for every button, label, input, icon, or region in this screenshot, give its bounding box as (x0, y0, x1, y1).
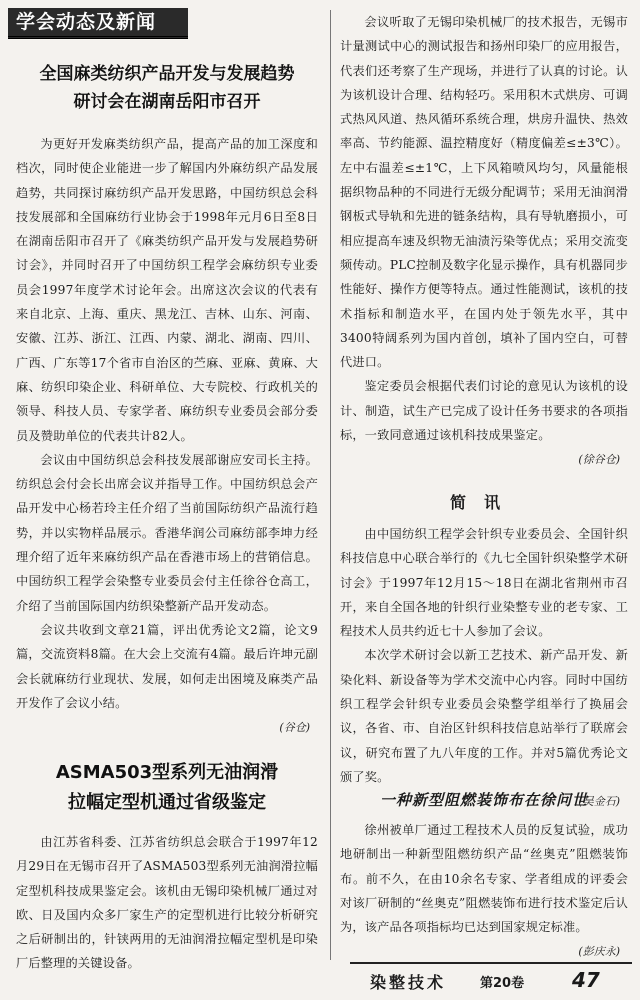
footer-page-number: 47 (572, 968, 600, 992)
news-brief-paragraph-2: 本次学术研讨会以新工艺技术、新产品开发、新染化料、新设备等为学术交流中心内容。同时中国纺织工程学会针织专业委员会染整学组举行了换届会议，各省、市、自治区针织科技信息站举行了联席会议，研究布置了九八年度的工作。并对5篇优秀论文颁了奖。 (340, 648, 628, 784)
news-brief-byline: ( 吴金石 ) (340, 793, 620, 809)
footer-rule (350, 962, 632, 964)
footer-issue: 第20卷 (480, 976, 525, 991)
column-divider (330, 10, 331, 960)
sidebar-paragraph: 徐州被单厂通过工程技术人员的反复试验，成功地研制出一种新型阻燃纺织产品“丝奥克”阻燃装饰布。前不久，在由10余名专家、学者组成的评委会对该厂研制的“丝奥克”阻燃装饰布进行技术鉴定后认为，该产品各项指标均已达到国家规定标准。 (340, 823, 628, 935)
article2-title (16, 758, 318, 818)
article2-paragraph-1: 由江苏省科委、江苏省纺织总会联合于1997年12月29日在无锡市召开了ASMA503型系列无油润滑拉幅定型机科技成果鉴定会。该机由无锡印染机械厂通过对欧、日及国内众多厂家生产的定型机进行比较分析研究之后研制出的，针铗两用的无油润滑拉幅定型机是印染厂后整理的关键设备。 (16, 835, 318, 971)
article1-title (16, 60, 318, 116)
section-header: 学会动态及新闻 (8, 8, 188, 39)
news-brief-heading: 简讯 (449, 493, 518, 512)
sidebar-title: 一种新型阻燃装饰布在徐问世 (379, 791, 588, 809)
news-brief-paragraph-1: 由中国纺织工程学会针织专业委员会、全国针织科技信息中心联合举行的《九七全国针织染整学术研讨会》于1997年12月15～18日在湖北省荆州市召开，来自全国各地的针织行业染整专业的老专家、工程技术人员共约近七十人参加了会议。 (340, 527, 628, 639)
sidebar-body (340, 818, 628, 959)
article1-paragraph-2: 会议由中国纺织总会科技发展部谢应安司长主持。纺织总会付会长出席会议并指导工作。中国纺织总会产品开发中心杨若玲主任介绍了当前国际纺织产品流行趋势，并以实物样品展示。香港华润公司麻纺部李坤力经理介绍了近年来麻纺织产品在香港市场上的营销信息。中国纺织工程学会染整专业委员会付主任徐谷仓高工，介绍了当前国际国内纺织染整新产品开发动态。 (16, 452, 318, 613)
article2-title-line1: ASMA503型系列无油润滑 (55, 762, 279, 783)
article1-title-line2: 研讨会在湖南岳阳市召开 (73, 92, 261, 112)
article1-paragraph-3: 会议共收到文章21篇，评出优秀论文2篇，论文9篇，交流资料8篇。在大会上交流有4篇。最后许坤元副会长就麻纺行业现状、发展，如何走出困境及麻类产品开发作了会议小结。 (16, 622, 318, 710)
article1-body (16, 132, 318, 735)
footer-journal-name: 染整技术 (370, 973, 447, 992)
article2-paragraph-2: 会议听取了无锡印染机械厂的技术报告，无锡市计量测试中心的测试报告和扬州印染厂的应用报告，代表们还考察了生产现场，并进行了认真的讨论。认为该机设计合理、结构轻巧。采用积木式烘房、可调式热风风道、热风循环系统合理，烘房升温快、热效率高、节约能源、温控精度好（精度偏差≤±3℃）。左中右温差≤±1℃，上下风箱喷风均匀，风量能根据织物品种的不同进行无级分配调节；采用无油润滑钢板式导轨和先进的链条结构，具有导轨磨损小，可相应提高车速及织物无油渍污染等优点；采用交流变频传动。PLC控制及数字化显示操作，具有机器同步性能好、操作方便等特点。通过性能测试，该机的技术指标和制造水平，在国内处于领先水平，其中3400特阔系列为国内首创，填补了国内空白，可替代进口。 (340, 15, 628, 370)
article2-body-left (16, 830, 318, 976)
page-footer (370, 968, 630, 994)
sidebar-byline: ( 彭庆永 ) (340, 943, 620, 959)
article1-paragraph-1: 为更好开发麻类纺织产品，提高产品的加工深度和档次，同时使企业能进一步了解国内外麻纺织产品发展趋势，共同探讨麻纺织产品开发思路，中国纺织总会科技发展部和全国麻纺行业协会于1998年元月6日至8日在湖南岳阳市召开了《麻类纺织产品开发与发展趋势研讨会》，并同时召开了中国纺织工程学会麻纺织专业委员会1997年度学术讨论年会。出席这次会议的代表有来自北京、上海、重庆、黑龙江、吉林、山东、河南、安徽、江苏、浙江、江西、内蒙、湖北、湖南、四川、广西、广东等17个省市自治区的苎麻、亚麻、黄麻、大麻、纺织印染企业、科研单位、大专院校、行政机关的领导、科技人员、专家学者、麻纺织专业委员会部分委员及赞助单位的代表共计82人。 (16, 137, 318, 443)
article1-title-line1: 全国麻类纺织产品开发与发展趋势 (39, 64, 295, 84)
article1-byline: ( 谷仓 ) (16, 719, 310, 735)
article2-body-right (340, 10, 628, 467)
article2-byline: ( 徐谷仓 ) (340, 451, 620, 467)
news-brief-body (340, 522, 628, 809)
article2-paragraph-3: 鉴定委员会根据代表们讨论的意见认为该机的设计、制造，试生产已完成了设计任务书要求的各项指标，一致同意通过该机科技成果鉴定。 (340, 379, 628, 443)
article2-title-line2: 拉幅定型机通过省级鉴定 (68, 792, 266, 813)
